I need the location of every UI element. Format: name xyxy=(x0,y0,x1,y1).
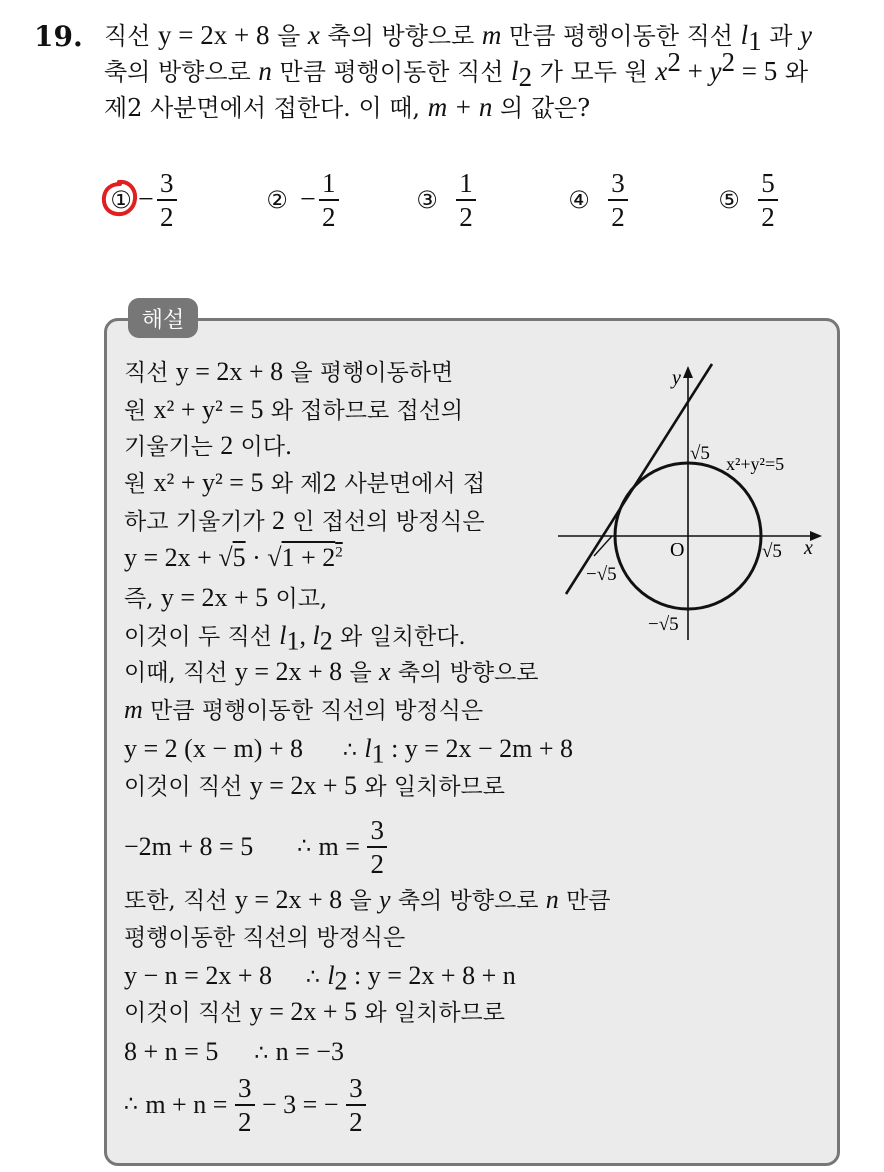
y-axis-arrow xyxy=(683,366,693,378)
right-intercept-label: √5 xyxy=(762,541,782,562)
choice-3[interactable] xyxy=(412,168,476,232)
solution-line: 원 x² + y² = 5 와 제2 사분면에서 접 xyxy=(124,468,486,497)
choice-5[interactable] xyxy=(714,168,778,232)
selected-circle-mark xyxy=(98,177,140,219)
solution-line: 이것이 직선 y = 2x + 5 와 일치하므로 xyxy=(124,771,505,800)
choice-fraction: $\frac{3}{2}$ xyxy=(608,169,628,231)
solution-line: 직선 y = 2x + 8 을 평행이동하면 xyxy=(124,357,454,386)
choice-1[interactable]: ① − $\frac{3}{2}$ xyxy=(106,168,177,232)
question-line-2: 축의 방향으로 n 만큼 평행이동한 직선 $l_2$ 가 모두 원 $x^2 + y^2 = 5$ 와 xyxy=(104,47,809,92)
solution-line: y − n = 2x + 8 ∴ $l_2$ : y = 2x + 8 + n xyxy=(124,961,516,996)
bottom-intercept-label: −√5 xyxy=(648,614,679,635)
choice-number: ④ xyxy=(568,186,590,214)
choice-4[interactable] xyxy=(564,168,628,232)
solution-line: 또한, 직선 y = 2x + 8 을 y 축의 방향으로 n 만큼 xyxy=(124,885,611,914)
y-axis-label: y xyxy=(672,367,681,389)
choice-number: ③ xyxy=(416,186,438,214)
tangent-line xyxy=(566,364,712,594)
circle-tangent-graph xyxy=(550,356,840,646)
choice-number: ② xyxy=(266,186,288,214)
solution-line: 이것이 두 직선 $l_1$, $l_2$ 와 일치한다. xyxy=(124,621,466,656)
solution-line: −2m + 8 = 5 ∴ m = $\frac{3}{2}$ xyxy=(124,816,387,878)
solution-line: 이때, 직선 y = 2x + 8 을 x 축의 방향으로 xyxy=(124,657,539,686)
choice-fraction: $\frac{1}{2}$ xyxy=(456,169,476,231)
question-line-3: 제2 사분면에서 접한다. 이 때, m + n 의 값은? xyxy=(104,92,591,122)
choice-number: ⑤ xyxy=(718,186,740,214)
origin-label: O xyxy=(670,539,685,561)
solution-line: 하고 기울기가 2 인 접선의 방정식은 xyxy=(124,506,485,535)
circle-equation-label: x²+y²=5 xyxy=(726,454,785,474)
choice-fraction: $\frac{5}{2}$ xyxy=(758,169,778,231)
solution-line: 원 x² + y² = 5 와 접하므로 접선의 xyxy=(124,395,464,424)
question-number: 19. xyxy=(34,20,83,53)
question-line-1: 직선 y = 2x + 8 을 x 축의 방향으로 m 만큼 평행이동한 직선 $l_1$ 과 y xyxy=(104,20,813,56)
top-intercept-label: √5 xyxy=(690,443,710,464)
solution-line: $y = 2x + √5 \cdot √1 + 2^2$ xyxy=(124,543,343,572)
choice-fraction: $\frac{3}{2}$ xyxy=(157,169,177,231)
solution-tag: 해설 xyxy=(128,298,198,338)
choice-fraction: $\frac{1}{2}$ xyxy=(319,169,339,231)
choice-2[interactable]: ② − $\frac{1}{2}$ xyxy=(262,168,339,232)
solution-line: 8 + n = 5 ∴ n = −3 xyxy=(124,1037,344,1066)
solution-line: 즉, y = 2x + 5 이고, xyxy=(124,583,328,612)
solution-line: y = 2 (x − m) + 8 ∴ $l_1$ : y = 2x − 2m + 8 xyxy=(124,734,574,769)
solution-line: m 만큼 평행이동한 직선의 방정식은 xyxy=(124,695,484,724)
solution-line: 기울기는 2 이다. xyxy=(124,431,293,460)
choice-number: ① xyxy=(106,186,136,214)
solution-line: 이것이 직선 y = 2x + 5 와 일치하므로 xyxy=(124,997,505,1026)
x-axis-label: x xyxy=(804,537,813,559)
left-intercept-label: −√5 xyxy=(586,564,617,585)
solution-line: ∴ m + n = $\frac{3}{2}$ − 3 = − $\frac{3}{2}$ xyxy=(124,1074,366,1136)
solution-line: 평행이동한 직선의 방정식은 xyxy=(124,925,406,951)
